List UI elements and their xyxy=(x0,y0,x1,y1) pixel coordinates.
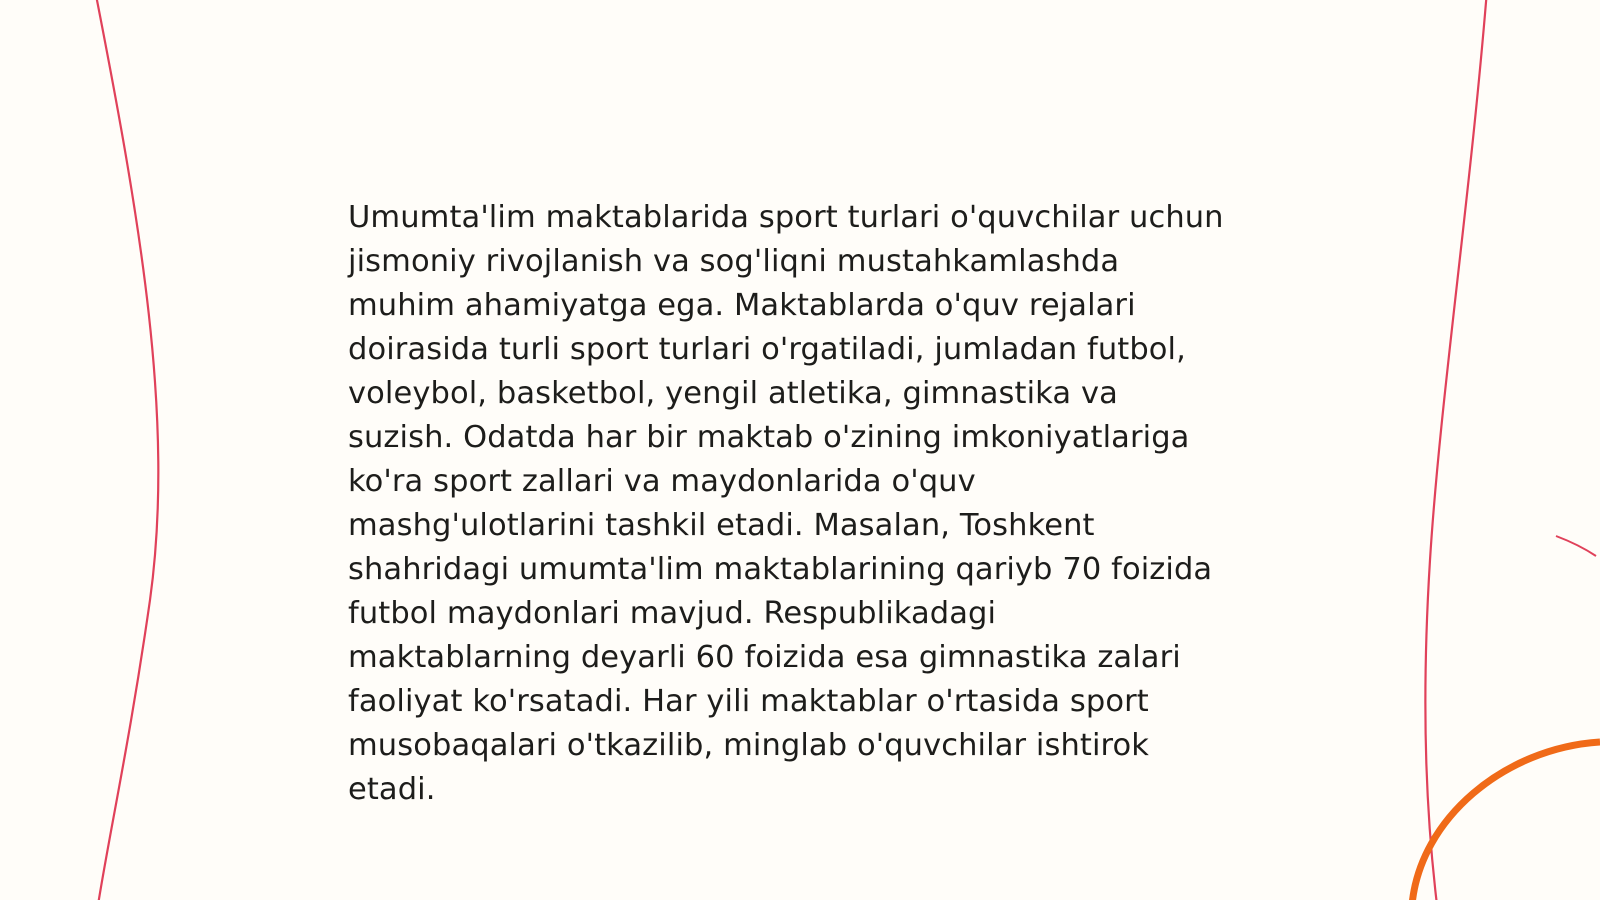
slide-body-text: Umumta'lim maktablarida sport turlari o'quvchilar uchun jismoniy rivojlanish va sog'liqni mustahkamlashda muhim ahamiyatga ega. Maktablarda o'quv rejalari doirasida turli sport turlari o'rgatiladi, jumladan futbol, voleybol, basketbol, yengil atletika, gimnastika va suzish. Odatda har bir maktab o'zining imkoniyatlariga ko'ra sport zallari va maydonlarida o'quv mashg'ulotlarini tashkil etadi. Masalan, Toshkent shahridagi umumta'lim maktablarining qariyb 70 foizida futbol maydonlari mavjud. Respublikadagi maktablarning deyarli 60 foizida esa gimnastika zalari faoliyat ko'rsatadi. Har yili maktablar o'rtasida sport musobaqalari o'tkazilib, minglab o'quvchilar ishtirok etadi. xyxy=(348,200,1234,807)
right-tick-line xyxy=(1556,536,1596,556)
text-content-block xyxy=(348,196,1234,812)
left-curve-line xyxy=(95,0,158,900)
orange-arc xyxy=(1412,742,1600,900)
right-curve-line xyxy=(1425,0,1487,900)
